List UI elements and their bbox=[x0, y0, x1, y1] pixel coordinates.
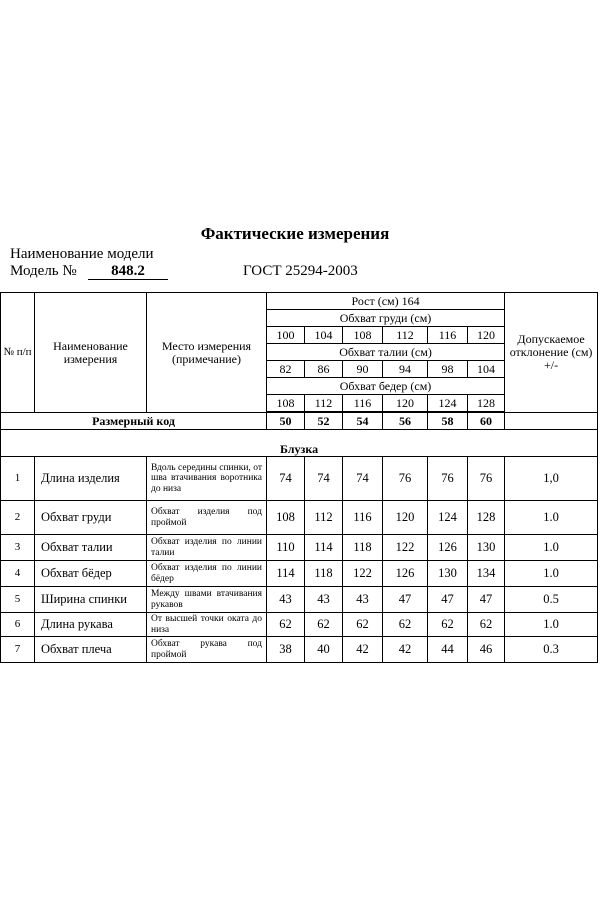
measurement-value: 130 bbox=[468, 535, 505, 561]
header-deviation: Допускаемое отклонение (см) +/- bbox=[505, 293, 598, 413]
measurement-value: 43 bbox=[343, 587, 383, 613]
gost-standard: ГОСТ 25294-2003 bbox=[243, 263, 358, 279]
row-number: 4 bbox=[1, 561, 35, 587]
table-row bbox=[1, 457, 598, 501]
measurement-place: Вдоль середины спинки, от шва втачивания воротника до низа bbox=[147, 457, 267, 501]
waist-value: 90 bbox=[343, 361, 383, 378]
row-number: 1 bbox=[1, 457, 35, 501]
waist-value: 94 bbox=[383, 361, 428, 378]
deviation-value: 1,0 bbox=[505, 457, 598, 501]
hips-value: 108 bbox=[267, 395, 305, 412]
header-place: Место измерения (примечание) bbox=[147, 293, 267, 413]
deviation-value: 0.5 bbox=[505, 587, 598, 613]
measurements-table bbox=[0, 292, 598, 663]
size-code-value: 54 bbox=[343, 413, 383, 430]
table-row bbox=[1, 535, 598, 561]
measurement-value: 38 bbox=[267, 637, 305, 663]
measurement-value: 44 bbox=[428, 637, 468, 663]
size-code-value: 52 bbox=[305, 413, 343, 430]
hips-value: 116 bbox=[343, 395, 383, 412]
chest-value: 112 bbox=[383, 327, 428, 344]
page-title: Фактические измерения bbox=[200, 224, 390, 243]
measurement-value: 74 bbox=[267, 457, 305, 501]
deviation-value: 1.0 bbox=[505, 535, 598, 561]
header-hips-label: Обхват бедер (см) bbox=[267, 378, 505, 395]
measurement-place: Между швами втачивания рукавов bbox=[147, 587, 267, 613]
measurement-place: Обхват рукава под проймой bbox=[147, 637, 267, 663]
table-row bbox=[1, 587, 598, 613]
measurement-value: 76 bbox=[468, 457, 505, 501]
measurement-value: 122 bbox=[383, 535, 428, 561]
deviation-value: 1.0 bbox=[505, 501, 598, 535]
section-title: Блузка bbox=[1, 430, 598, 457]
measurement-value: 62 bbox=[383, 613, 428, 637]
measurement-value: 62 bbox=[343, 613, 383, 637]
header-chest-label: Обхват груди (см) bbox=[267, 310, 505, 327]
measurement-value: 47 bbox=[383, 587, 428, 613]
measurement-value: 126 bbox=[383, 561, 428, 587]
measurement-value: 74 bbox=[305, 457, 343, 501]
size-code-value: 50 bbox=[267, 413, 305, 430]
measurement-value: 118 bbox=[305, 561, 343, 587]
model-name-label: Наименование модели bbox=[10, 246, 154, 262]
hips-value: 124 bbox=[428, 395, 468, 412]
measurement-value: 116 bbox=[343, 501, 383, 535]
measurement-value: 120 bbox=[383, 501, 428, 535]
model-number-label: Модель № bbox=[10, 263, 77, 279]
waist-value: 86 bbox=[305, 361, 343, 378]
chest-value: 116 bbox=[428, 327, 468, 344]
size-code-value: 58 bbox=[428, 413, 468, 430]
measurement-value: 62 bbox=[267, 613, 305, 637]
measurement-value: 43 bbox=[267, 587, 305, 613]
deviation-value: 1.0 bbox=[505, 561, 598, 587]
chest-value: 104 bbox=[305, 327, 343, 344]
measurement-value: 130 bbox=[428, 561, 468, 587]
measurement-value: 110 bbox=[267, 535, 305, 561]
measurement-value: 42 bbox=[343, 637, 383, 663]
measurement-value: 108 bbox=[267, 501, 305, 535]
model-number: 848.2 bbox=[88, 263, 168, 280]
measurement-value: 46 bbox=[468, 637, 505, 663]
measurement-value: 40 bbox=[305, 637, 343, 663]
measurement-place: Обхват изделия по линии бёдер bbox=[147, 561, 267, 587]
measurement-value: 114 bbox=[305, 535, 343, 561]
hips-value: 128 bbox=[468, 395, 505, 412]
measurement-value: 47 bbox=[428, 587, 468, 613]
measurement-name: Обхват плеча bbox=[35, 637, 147, 663]
row-number: 2 bbox=[1, 501, 35, 535]
hips-value: 112 bbox=[305, 395, 343, 412]
measurement-value: 128 bbox=[468, 501, 505, 535]
header-waist-label: Обхват талии (см) bbox=[267, 344, 505, 361]
measurement-value: 124 bbox=[428, 501, 468, 535]
measurement-name: Длина рукава bbox=[35, 613, 147, 637]
measurement-value: 126 bbox=[428, 535, 468, 561]
row-number: 6 bbox=[1, 613, 35, 637]
table-row bbox=[1, 637, 598, 663]
table-row bbox=[1, 501, 598, 535]
header-height: Рост (см) 164 bbox=[267, 293, 505, 310]
table-row bbox=[1, 561, 598, 587]
table-row bbox=[1, 613, 598, 637]
measurement-value: 134 bbox=[468, 561, 505, 587]
waist-value: 104 bbox=[468, 361, 505, 378]
waist-value: 98 bbox=[428, 361, 468, 378]
measurement-value: 42 bbox=[383, 637, 428, 663]
deviation-value: 0.3 bbox=[505, 637, 598, 663]
measurement-value: 62 bbox=[468, 613, 505, 637]
size-code-value: 56 bbox=[383, 413, 428, 430]
header-name: Наименование измерения bbox=[35, 293, 147, 413]
deviation-value: 1.0 bbox=[505, 613, 598, 637]
measurement-place: От высшей точки оката до низа bbox=[147, 613, 267, 637]
measurement-name: Обхват талии bbox=[35, 535, 147, 561]
hips-value: 120 bbox=[383, 395, 428, 412]
measurement-value: 122 bbox=[343, 561, 383, 587]
waist-value: 82 bbox=[267, 361, 305, 378]
measurement-value: 114 bbox=[267, 561, 305, 587]
size-code-value: 60 bbox=[468, 413, 505, 430]
measurement-value: 76 bbox=[428, 457, 468, 501]
measurement-value: 118 bbox=[343, 535, 383, 561]
chest-value: 108 bbox=[343, 327, 383, 344]
measurement-place: Обхват изделия под проймой bbox=[147, 501, 267, 535]
measurement-value: 74 bbox=[343, 457, 383, 501]
measurement-name: Длина изделия bbox=[35, 457, 147, 501]
row-number: 5 bbox=[1, 587, 35, 613]
measurement-name: Обхват груди bbox=[35, 501, 147, 535]
chest-value: 100 bbox=[267, 327, 305, 344]
measurement-name: Ширина спинки bbox=[35, 587, 147, 613]
measurement-name: Обхват бёдер bbox=[35, 561, 147, 587]
measurement-value: 112 bbox=[305, 501, 343, 535]
measurement-value: 62 bbox=[305, 613, 343, 637]
measurement-value: 47 bbox=[468, 587, 505, 613]
header-no: № п/п bbox=[1, 293, 35, 413]
size-code-label: Размерный код bbox=[1, 413, 267, 430]
measurement-place: Обхват изделия по линии талии bbox=[147, 535, 267, 561]
row-number: 3 bbox=[1, 535, 35, 561]
measurement-value: 62 bbox=[428, 613, 468, 637]
row-number: 7 bbox=[1, 637, 35, 663]
measurement-value: 76 bbox=[383, 457, 428, 501]
chest-value: 120 bbox=[468, 327, 505, 344]
measurement-value: 43 bbox=[305, 587, 343, 613]
